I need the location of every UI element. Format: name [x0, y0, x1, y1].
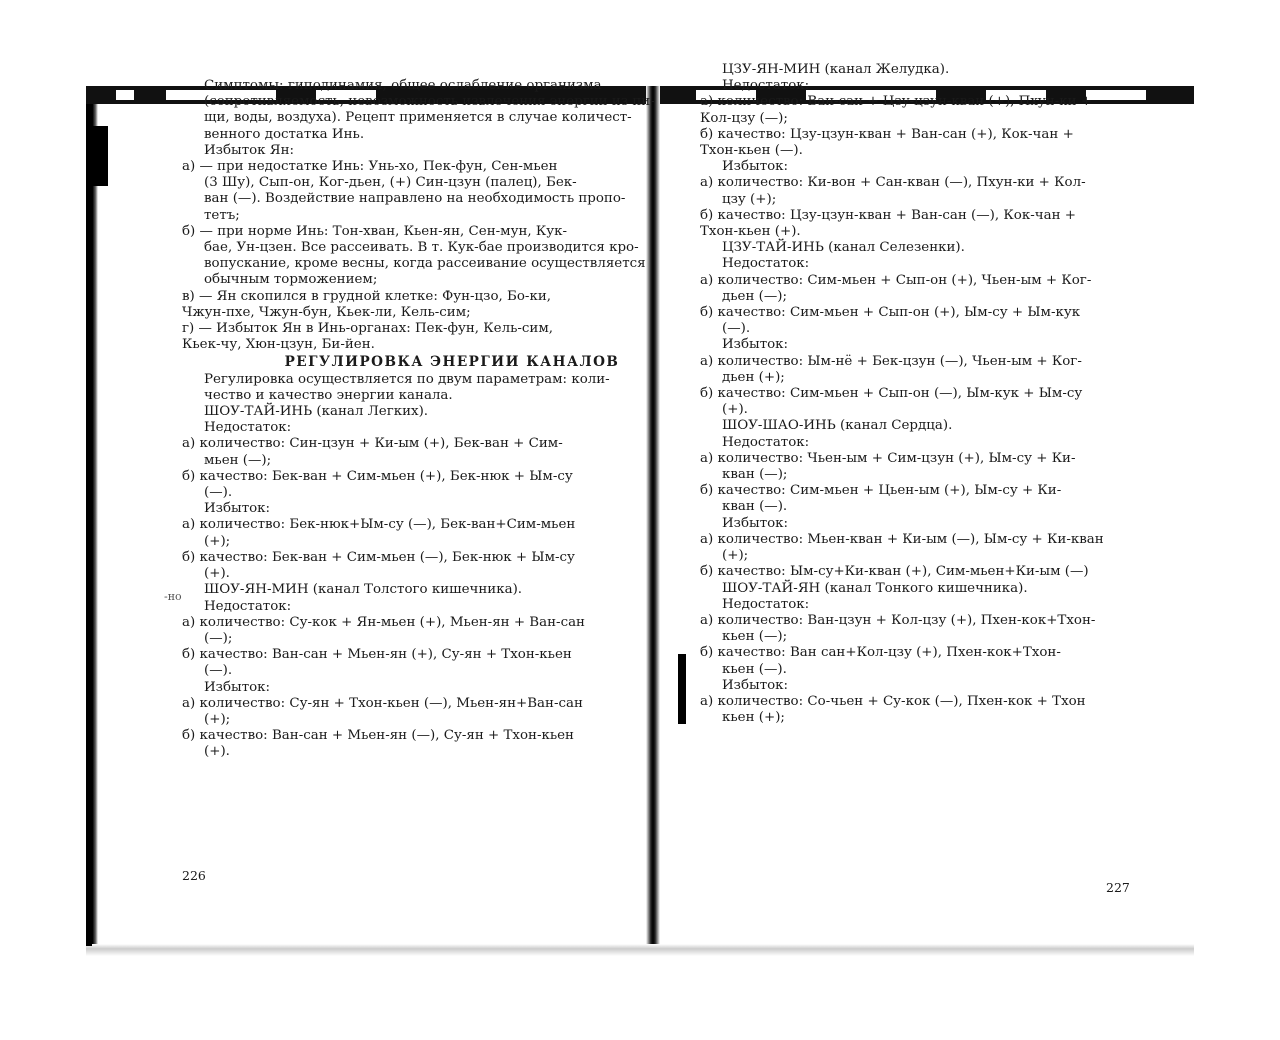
text-line: (—); [204, 630, 233, 646]
text-line: а) количество: Со-чьен + Су-кок (—), Пхен-кок + Тхон [700, 693, 1086, 709]
text-line: мьен (—); [204, 452, 272, 468]
page-number-left: 226 [182, 868, 206, 883]
text-line: Чжун-пхе, Чжун-бун, Кьек-ли, Кель-сим; [182, 304, 471, 320]
text-line: Тхон-кьен (—). [700, 143, 803, 159]
scan-blot [86, 786, 92, 946]
text-line: ШОУ-ТАЙ-ЯН (канал Тонкого кишечника). [722, 580, 1028, 596]
text-line: а) количество: Бек-нюк+Ым-су (—), Бек-ван+Сим-мьен [182, 517, 576, 533]
text-line: вопускание, кроме весны, когда рассеивание осуществляется [204, 256, 646, 272]
text-line: (—). [204, 485, 233, 501]
text-line: тетъ; [204, 207, 240, 223]
text-line: а) количество: Ван-сан + Цзу-цзун-кван (+), Пхун-ки + [700, 94, 1093, 110]
text-line: Недостаток: [722, 434, 810, 450]
text-line: а) — при недостатке Инь: Унь-хо, Пек-фун, Сен-мьен [182, 159, 558, 175]
text-line: б) качество: Ван-сан + Мьен-ян (+), Су-ян + Тхон-кьен [182, 647, 572, 663]
text-line: (—). [722, 321, 751, 337]
text-line: а) количество: Сим-мьен + Сып-он (+), Чьен-ым + Ког- [700, 272, 1092, 288]
text-line: кван (—). [722, 499, 788, 515]
text-line: (—). [204, 663, 233, 679]
text-line: ЦЗУ-ЯН-МИН (канал Желудка). [722, 62, 950, 77]
text-line: Недостаток: [722, 78, 810, 94]
text-line: бае, Ун-цзен. Все рассеивать. В т. Кук-бае производится кро- [204, 240, 639, 256]
text-line: а) количество: Ван-цзун + Кол-цзу (+), Пхен-кок+Тхон- [700, 612, 1096, 628]
text-line: ШОУ-ТАЙ-ИНЬ (канал Легких). [204, 404, 429, 420]
text-line: цзу (+); [722, 191, 777, 207]
text-line: Кьек-чу, Хюн-цзун, Би-йен. [182, 337, 375, 353]
text-line: б) качество: Бек-ван + Сим-мьен (+), Бек-нюк + Ым-су [182, 468, 573, 484]
text-line: (сопротивляемость, невозможность извлечения энергии из пи- [204, 94, 655, 110]
text-line: щи, воды, воздуха). Рецепт применяется в случае количест- [204, 110, 632, 126]
right-page [614, 62, 1226, 726]
text-line: а) количество: Мьен-кван + Ки-ым (—), Ым-су + Ки-кван [700, 531, 1104, 547]
text-line: (3 Шу), Сып-он, Ког-дьен, (+) Син-цзун (палец), Бек- [204, 175, 577, 191]
section-heading: РЕГУЛИРОВКА ЭНЕРГИИ КАНАЛОВ [284, 354, 620, 371]
text-line: (+). [204, 566, 230, 582]
text-line: ШОУ-ЯН-МИН (канал Толстого кишечника). [204, 582, 523, 598]
text-line: б) качество: Ван сан+Кол-цзу (+), Пхен-кок+Тхон- [700, 645, 1061, 661]
text-line: кьен (—). [722, 661, 787, 677]
text-line: Тхон-кьен (+). [700, 224, 801, 240]
text-line: (+). [722, 402, 748, 418]
text-line: дьен (—); [722, 288, 787, 304]
text-line: Избыток: [722, 337, 789, 353]
text-line: б) качество: Ым-су+Ки-кван (+), Сим-мьен+Ки-ым (—) [700, 564, 1089, 580]
text-line: Регулировка осуществляется по двум параметрам: коли- [204, 371, 610, 387]
bottom-scan-border [86, 944, 1194, 956]
text-line: а) количество: Ым-нё + Бек-цзун (—), Чьен-ым + Ког- [700, 353, 1082, 369]
text-line: Симптомы: гиподинамия, общее ослабление организма [204, 78, 602, 93]
text-line: а) количество: Су-кок + Ян-мьен (+), Мьен-ян + Ван-сан [182, 614, 585, 630]
text-line: ШОУ-ШАО-ИНЬ (канал Сердца). [722, 418, 953, 434]
text-line: а) количество: Чьен-ым + Сим-цзун (+), Ым-су + Ки- [700, 450, 1076, 466]
text-line: Избыток Ян: [204, 142, 295, 158]
text-line: Кол-цзу (—); [700, 110, 788, 126]
text-line: Недостаток: [722, 596, 810, 612]
text-line: обычным торможением; [204, 272, 378, 288]
text-line: б) качество: Цзу-цзун-кван + Ван-сан (—), Кок-чан + [700, 207, 1076, 223]
text-line: а) количество: Су-ян + Тхон-кьен (—), Мьен-ян+Ван-сан [182, 695, 583, 711]
text-line: Избыток: [204, 501, 271, 517]
text-line: в) — Ян скопился в грудной клетке: Фун-цзо, Бо-ки, [182, 288, 552, 304]
text-line: а) количество: Син-цзун + Ки-ым (+), Бек-ван + Сим- [182, 436, 563, 452]
text-line: Недостаток: [204, 598, 292, 614]
text-line: Избыток: [722, 515, 789, 531]
text-line: Избыток: [722, 159, 789, 175]
text-line: б) качество: Сим-мьен + Цьен-ым (+), Ым-су + Ки- [700, 483, 1062, 499]
text-line: б) качество: Бек-ван + Сим-мьен (—), Бек-нюк + Ым-су [182, 549, 575, 565]
text-line: б) качество: Сим-мьен + Сып-он (—), Ым-кук + Ым-су [700, 386, 1083, 402]
text-line: б) качество: Ван-сан + Мьен-ян (—), Су-ян + Тхон-кьен [182, 728, 574, 744]
text-line: Недостаток: [722, 256, 810, 272]
text-line: б) качество: Сим-мьен + Сып-он (+), Ым-су + Ым-кук [700, 305, 1081, 321]
right-page-text [700, 62, 1226, 726]
text-line: кьен (+); [722, 710, 785, 726]
text-line: чество и качество энергии канала. [204, 387, 453, 403]
text-line: (+); [204, 711, 231, 727]
text-line: б) — при норме Инь: Тон-хван, Кьен-ян, Сен-мун, Кук- [182, 223, 568, 239]
text-line: Избыток: [204, 679, 271, 695]
text-line: г) — Избыток Ян в Инь-органах: Пек-фун, Кель-сим, [182, 321, 554, 337]
margin-note: -но [164, 590, 182, 603]
text-line: кван (—); [722, 467, 788, 483]
text-line: б) качество: Цзу-цзун-кван + Ван-сан (+), Кок-чан + [700, 126, 1074, 142]
text-line: ван (—). Воздействие направлено на необходимость пропо- [204, 191, 626, 207]
page-number-right: 227 [1106, 880, 1130, 895]
text-line: (+). [204, 744, 230, 760]
text-line: кьен (—); [722, 629, 788, 645]
text-line: венного достатка Инь. [204, 126, 365, 142]
text-line: ЦЗУ-ТАЙ-ИНЬ (канал Селезенки). [722, 240, 965, 256]
text-line: Избыток: [722, 677, 789, 693]
text-line: а) количество: Ки-вон + Сан-кван (—), Пхун-ки + Кол- [700, 175, 1086, 191]
text-line: Недостаток: [204, 420, 292, 436]
text-line: (+); [722, 548, 749, 564]
text-line: (+); [204, 533, 231, 549]
text-line: дьен (+); [722, 369, 785, 385]
